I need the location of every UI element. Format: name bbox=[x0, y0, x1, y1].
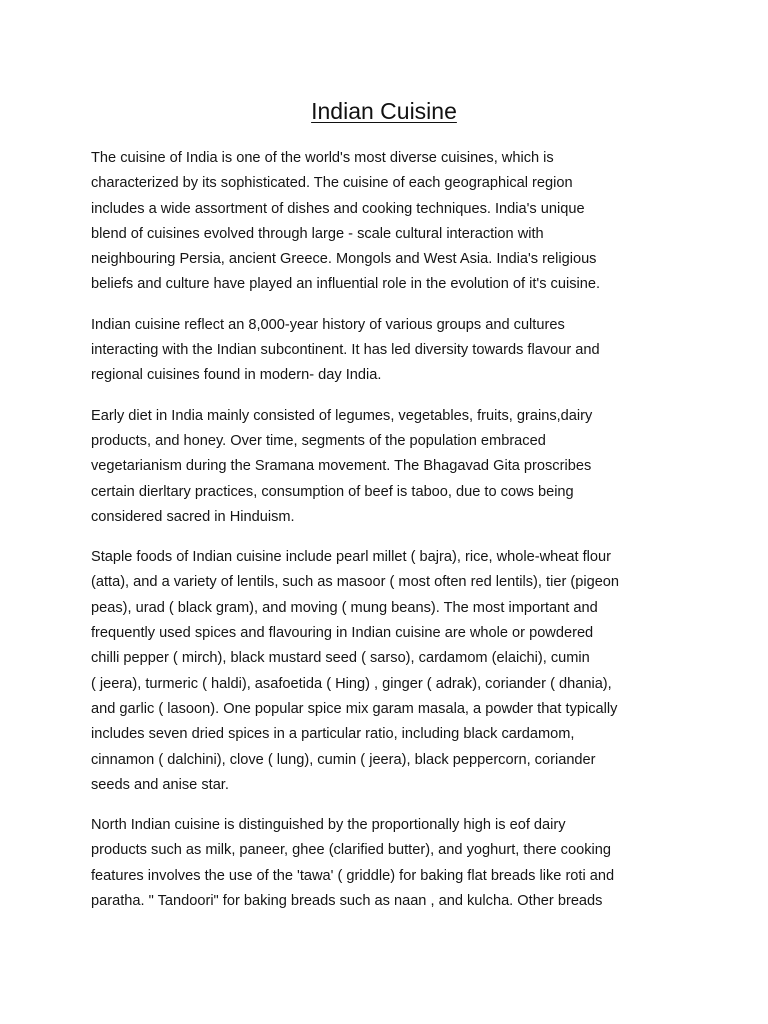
text-line: frequently used spices and flavouring in Indian cuisine are whole or powdered bbox=[91, 625, 594, 642]
text-line: interacting with the Indian subcontinent. It has led diversity towards flavour and bbox=[91, 342, 600, 359]
text-line: includes a wide assortment of dishes and cooking techniques. India's unique bbox=[91, 200, 585, 217]
text-line: and garlic ( lasoon). One popular spice mix garam masala, a powder that typically bbox=[91, 700, 618, 717]
text-line: North Indian cuisine is distinguished by the proportionally high is eof dairy bbox=[91, 817, 566, 834]
text-line: blend of cuisines evolved through large - scale cultural interaction with bbox=[91, 225, 544, 242]
paragraph-intro bbox=[91, 146, 683, 298]
document-body bbox=[91, 146, 683, 929]
text-line: neighbouring Persia, ancient Greece. Mongols and West Asia. India's religious bbox=[91, 251, 597, 268]
text-line: regional cuisines found in modern- day India. bbox=[91, 367, 382, 384]
text-line: (atta), and a variety of lentils, such as masoor ( most often red lentils), tier (pigeon bbox=[91, 574, 620, 591]
text-line: products, and honey. Over time, segments of the population embraced bbox=[91, 432, 546, 449]
text-line: considered sacred in Hinduism. bbox=[91, 508, 295, 525]
paragraph-early-diet bbox=[91, 404, 683, 530]
text-line: vegetarianism during the Sramana movement. The Bhagavad Gita proscribes bbox=[91, 458, 592, 475]
text-line: Staple foods of Indian cuisine include pearl millet ( bajra), rice, whole-wheat flour bbox=[91, 549, 611, 566]
text-line: Early diet in India mainly consisted of legumes, vegetables, fruits, grains,dairy bbox=[91, 407, 593, 424]
text-line: features involves the use of the 'tawa' ( griddle) for baking flat breads like roti and bbox=[91, 867, 615, 884]
text-line: chilli pepper ( mirch), black mustard seed ( sarso), cardamom (elaichi), cumin bbox=[91, 650, 590, 667]
text-line: products such as milk, paneer, ghee (clarified butter), and yoghurt, there cooking bbox=[91, 842, 611, 859]
paragraph-north-indian bbox=[91, 813, 683, 914]
text-line: cinnamon ( dalchini), clove ( lung), cumin ( jeera), black peppercorn, coriander bbox=[91, 751, 596, 768]
text-line: Indian cuisine reflect an 8,000-year history of various groups and cultures bbox=[91, 316, 565, 333]
text-line: ( jeera), turmeric ( haldi), asafoetida ( Hing) , ginger ( adrak), coriander ( dhania), bbox=[91, 675, 612, 692]
text-line: beliefs and culture have played an influential role in the evolution of it's cuisine. bbox=[91, 276, 601, 293]
text-line: The cuisine of India is one of the world's most diverse cuisines, which is bbox=[91, 150, 554, 166]
text-line: paratha. " Tandoori" for baking breads such as naan , and kulcha. Other breads bbox=[91, 893, 603, 910]
text-line: characterized by its sophisticated. The cuisine of each geographical region bbox=[91, 175, 573, 192]
text-line: includes seven dried spices in a particular ratio, including black cardamom, bbox=[91, 726, 575, 743]
text-line: certain dierltary practices, consumption of beef is taboo, due to cows being bbox=[91, 483, 574, 500]
text-line: peas), urad ( black gram), and moving ( mung beans). The most important and bbox=[91, 599, 598, 616]
text-line: seeds and anise star. bbox=[91, 776, 229, 793]
paragraph-staple-foods bbox=[91, 545, 683, 798]
paragraph-history bbox=[91, 313, 683, 389]
page-title: Indian Cuisine bbox=[311, 98, 457, 124]
